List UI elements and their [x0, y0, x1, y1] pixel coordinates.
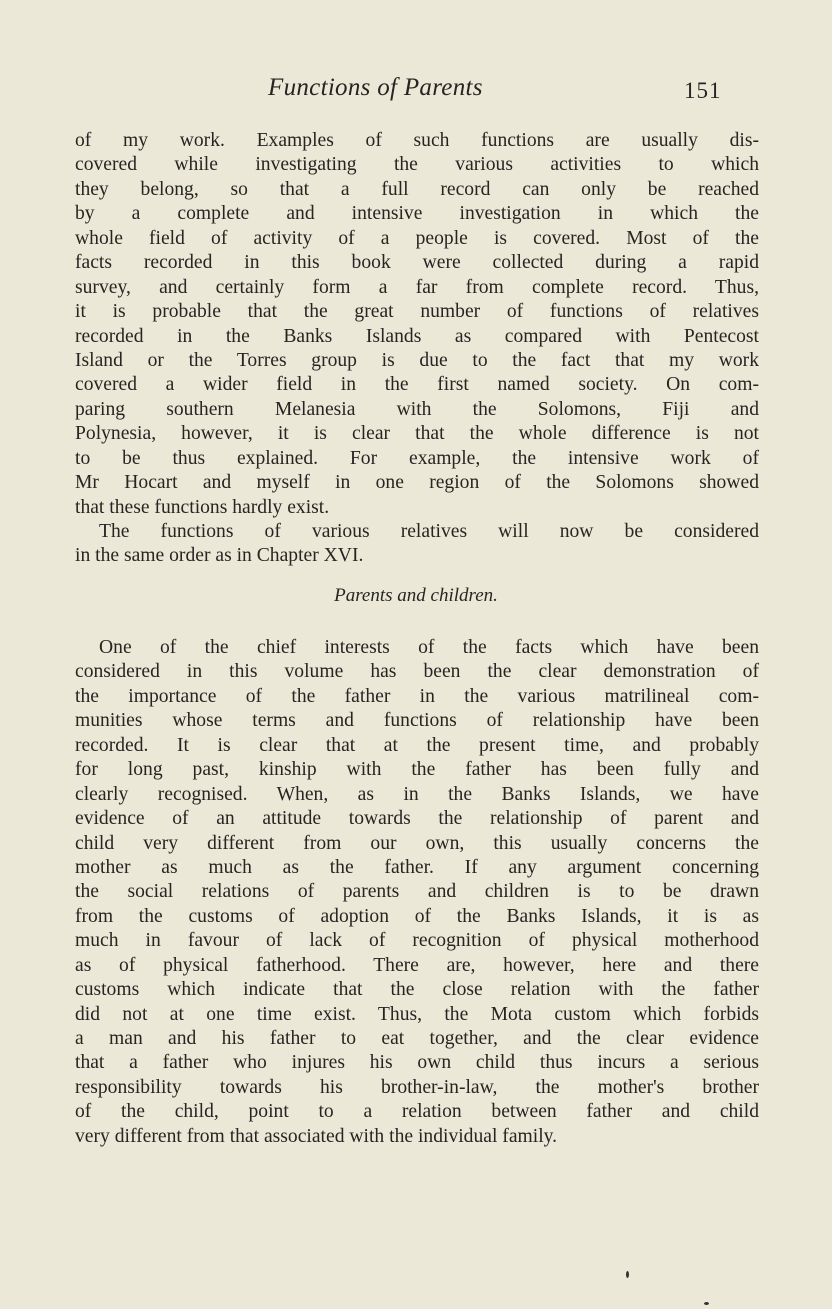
paragraph-3 [75, 636, 759, 1149]
scan-speck [704, 1302, 709, 1305]
running-header [0, 72, 832, 112]
text-line: facts recorded in this book were collected during a rapid [75, 252, 759, 274]
text-line: recorded in the Banks Islands as compared with Pentecost [75, 325, 759, 347]
text-line: The functions of various relatives will now be considered [99, 521, 759, 542]
text-line: child very different from our own, this usually concerns the [75, 832, 759, 854]
text-line: Polynesia, however, it is clear that the whole difference is not [75, 423, 759, 445]
text-line: much in favour of lack of recognition of physical motherhood [75, 930, 759, 952]
text-line: by a complete and intensive investigation in which the [75, 203, 759, 225]
text-line: that these functions hardly exist. [75, 496, 330, 518]
text-line: covered while investigating the various activities to which [75, 154, 759, 176]
text-line: very different from that associated with the individual family. [75, 1125, 558, 1147]
text-line: mother as much as the father. If any argument concerning [75, 856, 759, 878]
text-line: Mr Hocart and myself in one region of the Solomons showed [75, 472, 759, 494]
text-line: customs which indicate that the close relation with the father [75, 979, 759, 1001]
text-line: recorded. It is clear that at the present time, and probably [75, 734, 759, 756]
section-heading: Parents and children. [334, 585, 498, 606]
text-line: it is probable that the great number of functions of relatives [75, 301, 759, 323]
text-line: for long past, kinship with the father has been fully and [75, 759, 759, 781]
text-line: in the same order as in Chapter XVI. [75, 545, 364, 567]
text-line: from the customs of adoption of the Banks Islands, it is as [75, 905, 759, 927]
text-line: the social relations of parents and children is to be drawn [75, 881, 759, 903]
scan-speck [626, 1271, 629, 1278]
text-line: did not at one time exist. Thus, the Mota custom which forbids [75, 1003, 759, 1025]
text-line: to be thus explained. For example, the intensive work of [75, 447, 759, 469]
text-line: a man and his father to eat together, and the clear evidence [75, 1028, 759, 1049]
text-line: that a father who injures his own child thus incurs a serious [75, 1052, 759, 1074]
text-line: responsibility towards his brother-in-law, the mother's brother [75, 1076, 759, 1098]
text-line: of my work. Examples of such functions are usually dis- [75, 130, 759, 151]
page-number: 151 [684, 78, 722, 103]
paragraph-1 [75, 129, 759, 520]
text-line: the importance of the father in the various matrilineal com- [75, 685, 759, 707]
text-line: whole field of activity of a people is covered. Most of the [75, 227, 759, 249]
text-line: considered in this volume has been the clear demonstration of [75, 661, 759, 683]
text-line: evidence of an attitude towards the relationship of parent and [75, 808, 759, 830]
text-line: they belong, so that a full record can only be reached [75, 178, 759, 200]
text-line: as of physical fatherhood. There are, however, here and there [75, 954, 759, 976]
running-title: Functions of Parents [268, 74, 483, 101]
text-line: paring southern Melanesia with the Solomons, Fiji and [75, 398, 759, 420]
paragraph-2 [75, 520, 759, 569]
text-line: of the child, point to a relation between father and child [75, 1101, 759, 1123]
text-line: munities whose terms and functions of relationship have been [75, 710, 759, 732]
text-line: Island or the Torres group is due to the fact that my work [75, 349, 759, 371]
text-line: survey, and certainly form a far from complete record. Thus, [75, 276, 759, 298]
text-line: One of the chief interests of the facts which have been [99, 637, 759, 658]
text-line: covered a wider field in the first named society. On com- [75, 374, 759, 396]
text-line: clearly recognised. When, as in the Banks Islands, we have [75, 783, 759, 805]
